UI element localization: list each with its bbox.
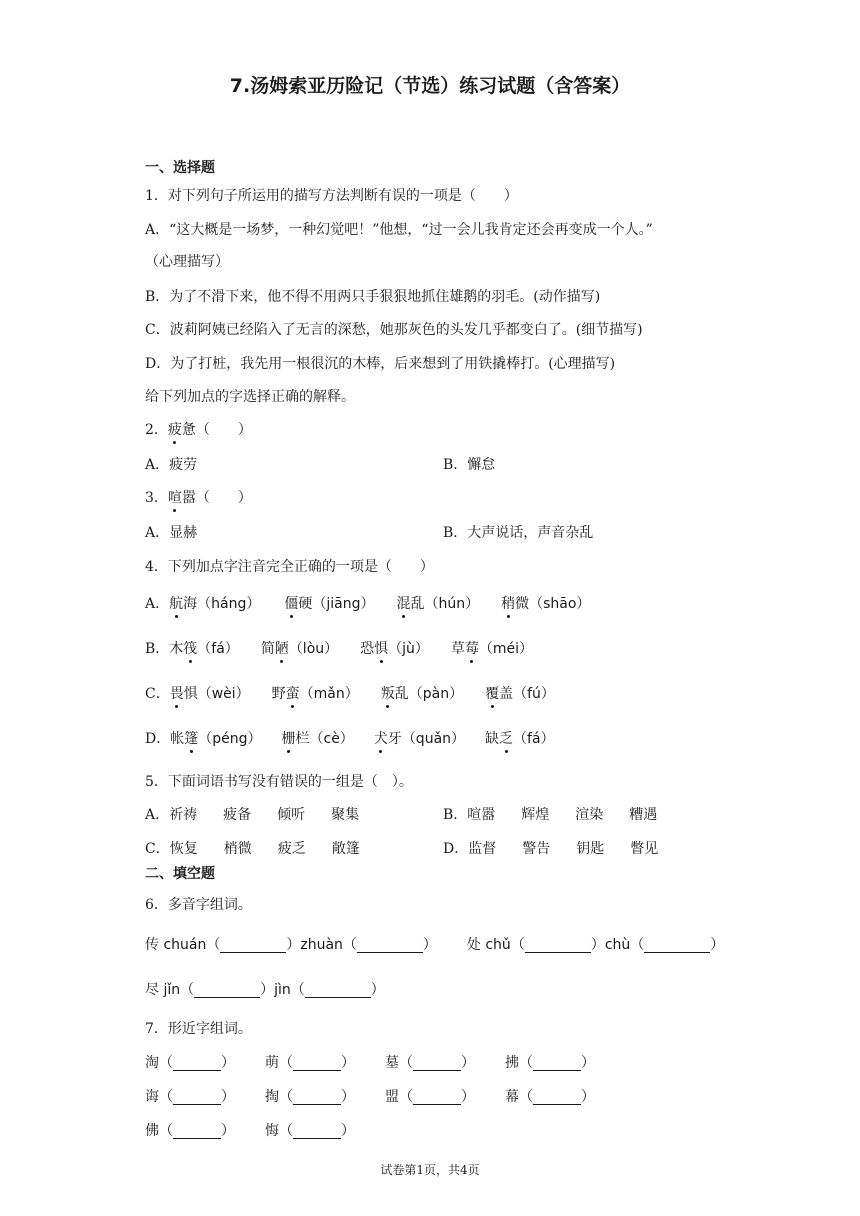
answer-blank[interactable] [293,1124,341,1139]
question-2-option-a: A．疲劳 [145,457,198,473]
answer-blank[interactable] [305,983,371,998]
question-1-option-b: B．为了不滑下来，他不得不用两只手狠狠地抓住雄鹅的羽毛。(动作描写) [145,289,601,305]
question-6-stem: 6．多音字组词。 [145,897,252,913]
instruction-text: 给下列加点的字选择正确的解释。 [145,389,355,405]
dotted-char: 喧 [167,490,182,506]
answer-blank[interactable] [173,1124,221,1139]
answer-blank[interactable] [173,1056,221,1071]
pinyin-item: 草莓（méi） [450,641,534,657]
question-5-option-a: A．祈祷 疲备 倾听 聚集 [145,807,360,823]
question-5-option-c: C．恢复 梢微 疲乏 敞篷 [145,841,360,857]
question-5-stem: 5．下面词语书写没有错误的一组是（ ）。 [145,774,413,790]
pinyin-item: 栅栏（cè） [281,731,354,747]
pinyin-item: 航海（háng） [169,596,261,612]
page-footer: 试卷第1页，共4页 [380,1163,480,1177]
question-1-option-c: C．波莉阿姨已经陷入了无言的深愁，她那灰色的头发几乎都变白了。(细节描写) [145,322,643,338]
pinyin-item: 简陋（lòu） [260,641,339,657]
answer-blank[interactable] [533,1056,581,1071]
question-2-stem [145,420,252,440]
option-label: A． [145,596,170,612]
question-4-option-b [145,639,533,659]
pinyin-item: 叛乱（pàn） [380,686,464,702]
question-6-row-1: 传 chuán（ ）zhuàn（ ） 处 chǔ（ ）chù（ ） [145,937,725,953]
question-3-stem [145,488,252,508]
question-4-option-a [145,594,590,614]
pinyin-item: 畏惧（wèi） [169,686,250,702]
section-heading-fill: 二、填空题 [145,866,215,882]
question-1-option-a-note: （心理描写） [145,254,229,270]
question-6-row-2: 尽 jǐn（ ）jìn（ ） [145,982,385,998]
question-7-stem: 7．形近字组词。 [145,1021,252,1037]
question-3-rest: 嚣（ ） [181,490,252,506]
pinyin-item: 稍微（shāo） [501,596,591,612]
question-7-row-3: 佛（ ） 悔（ ） [145,1123,355,1139]
pinyin-item: 恐惧（jù） [360,641,429,657]
answer-blank[interactable] [413,1090,461,1105]
option-label: B． [145,641,170,657]
pinyin-item: 帐篷（péng） [170,731,262,747]
page-title: 7.汤姆索亚历险记（节选）练习试题（含答案） [229,75,631,97]
answer-blank[interactable] [357,938,423,953]
answer-blank[interactable] [293,1090,341,1105]
pinyin-item: 僵硬（jiāng） [284,596,375,612]
answer-blank[interactable] [644,938,710,953]
question-2-rest: 惫（ ） [181,422,252,438]
question-4-option-c [145,684,555,704]
pinyin-item: 木筏（fá） [169,641,239,657]
dotted-char: 疲 [167,422,182,438]
question-4-option-d [145,729,555,749]
question-3-option-b: B．大声说话，声音杂乱 [443,525,594,541]
question-2-option-b: B．懈怠 [443,457,496,473]
question-number: 2． [145,422,168,438]
answer-blank[interactable] [413,1056,461,1071]
option-label: C． [145,686,170,702]
question-1-option-a: A．“这大概是一场梦，一种幻觉吧！”他想，“过一会儿我肯定还会再变成一个人。” [145,222,653,238]
question-4-stem: 4．下列加点字注音完全正确的一项是（ ） [145,559,434,575]
pinyin-item: 野蛮（mǎn） [271,686,359,702]
answer-blank[interactable] [525,938,591,953]
question-7-row-1: 淘（ ） 萌（ ） 墓（ ） 拂（ ） [145,1055,595,1071]
option-label: D． [145,731,171,747]
answer-blank[interactable] [220,938,286,953]
question-5-option-d: D．监督 警告 钥匙 瞥见 [443,841,659,857]
question-1-option-d: D．为了打桩，我先用一根很沉的木棒，后来想到了用铁撬棒打。(心理描写) [145,356,616,372]
pinyin-item: 缺乏（fá） [485,731,555,747]
pinyin-item: 犬牙（quǎn） [373,731,466,747]
question-1-stem: 1．对下列句子所运用的描写方法判断有误的一项是（ ） [145,188,518,204]
pinyin-item: 覆盖（fú） [485,686,555,702]
answer-blank[interactable] [293,1056,341,1071]
pinyin-item: 混乱（hún） [396,596,480,612]
section-heading-choice: 一、选择题 [145,160,215,176]
answer-blank[interactable] [173,1090,221,1105]
answer-blank[interactable] [194,983,260,998]
question-number: 3． [145,490,168,506]
question-7-row-2: 诲（ ） 掏（ ） 盟（ ） 幕（ ） [145,1089,595,1105]
answer-blank[interactable] [533,1090,581,1105]
question-5-option-b: B．喧嚣 辉煌 渲染 糟遇 [443,807,658,823]
question-3-option-a: A．显赫 [145,525,198,541]
